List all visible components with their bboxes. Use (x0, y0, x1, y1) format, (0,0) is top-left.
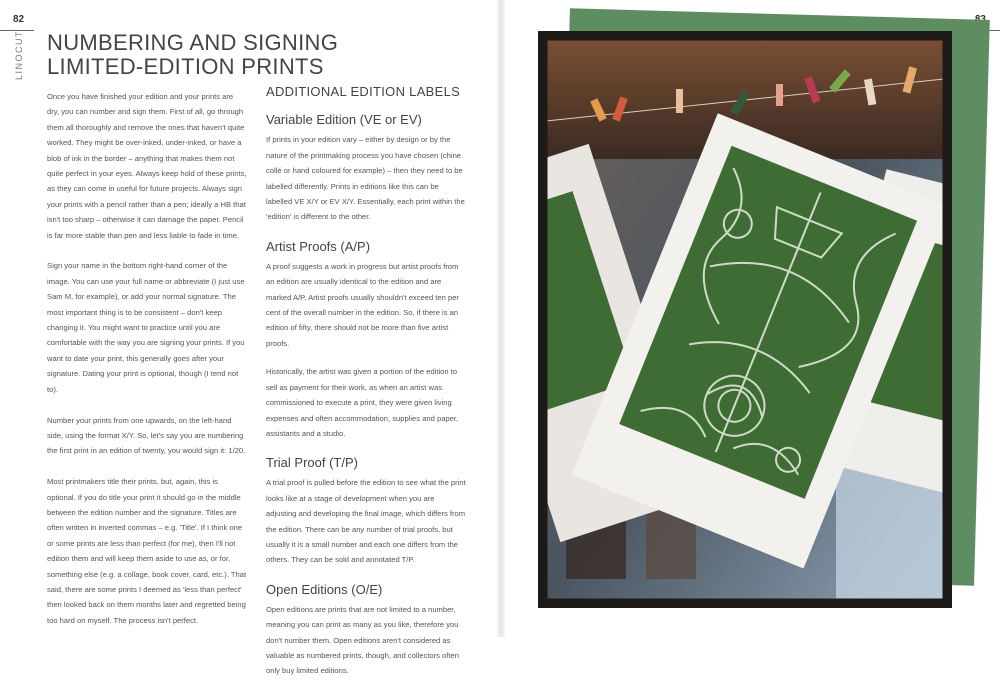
body-paragraph: Historically, the artist was given a portion of the edition to sell as payment for their work, as when an artist was commissioned to execute a print, they were given living expenses and often accommodation, supplies and paper, assistants and a studio. (266, 367, 459, 438)
body-paragraph: A trial proof is pulled before the edition to see what the print looks like at a stage of development when you are adjusting and developing the final image, which differs from the edition. There can be any number of trial proofs, but usually it is a small number and each one differs from the others. They can be sold and annotated T/P. (266, 478, 466, 565)
body-paragraph: Most printmakers title their prints, but, again, this is optional. If you do title your print it should go in the middle between the edition number and the signature. Titles are often written in inverted commas – e.g. 'Title'. If I think one or some prints are less than perfect (for me), then I'll not edition them and will keep them aside to use as, or for, something else (e.g. a collage, book cover, card, etc.). That said, there are some prints I deemed as 'less than perfect' then looked back on them months later and regretted being too hard on myself. The process isn't perfect. (47, 477, 247, 625)
print-drying-photo (538, 31, 952, 608)
title-line-2: LIMITED-EDITION PRINTS (47, 54, 324, 79)
subheading-variable-edition: Variable Edition (VE or EV) (266, 112, 422, 128)
body-paragraph: A proof suggests a work in progress but artist proofs from an edition are usually identical to the edition and are marked A/P. Artist proofs usually shouldn't exceed ten per cent of the overall number in the edition. So, if there is an edition of fifty, there should not be more than five artist proofs. (266, 261, 459, 348)
photo-illustration (546, 39, 944, 600)
body-column-1 (47, 89, 247, 644)
body-column-2 (266, 84, 466, 692)
subheading-artist-proofs: Artist Proofs (A/P) (266, 238, 371, 254)
additional-labels-heading: ADDITIONAL EDITION LABELS (266, 84, 461, 99)
body-paragraph: Once you have finished your edition and your prints are dry, you can number and sign them. First of all, go through them all thoroughly and remove the ones that haven't quite worked. They might be over-inked, under-inked, or have a blob of ink in the border – anything that makes them not quite perfect in your eyes. Always keep hold of these prints, as they can come in useful for future projects. Always sign your prints with a pencil rather than a pen; ideally a HB that isn't too sharp – otherwise it can damage the paper. Pencil is far more stable than pen and less liable to fade in time. (47, 92, 247, 240)
subheading-trial-proof: Trial Proof (T/P) (266, 455, 358, 471)
subheading-open-editions: Open Editions (O/E) (266, 581, 383, 597)
book-gutter (497, 0, 505, 637)
body-paragraph: Sign your name in the bottom right-hand corner of the image. You can use your full name or abbreviate (I just use Sam M, for example), or add your normal signature. The most important thing is to be consistent – don't keep changing it. You might want to practice until you are comfortable with the way you are signing your prints. If you want to date your print, this generally goes after your signature. Dating your print is optional, though (I tend not to). (47, 261, 245, 394)
body-paragraph: Number your prints from one upwards, on the left-hand side, using the format X/Y. So, let's say you are numbering the first print in an edition of twenty, you would sign it: 1/20. (47, 415, 246, 456)
body-paragraph: Open editions are prints that are not limited to a number, meaning you can print as many as you like, therefore you don't number them. Open editions aren't considered as valuable as numbered prints, though, and collectors often only buy limited editions. (266, 604, 459, 676)
section-label-left: LINOCUT (14, 29, 24, 80)
page-title (47, 31, 377, 79)
body-paragraph: If prints in your edition vary – either by design or by the nature of the printmaking process you have chosen (chine collé or hand coloured for example) – then they need to be labelled differently. Prints in editions like this can be labelled VE X/Y or EV X/Y. Essentially, each print within the 'edition' is different to the other. (266, 135, 465, 222)
photo-image (546, 39, 944, 600)
title-line-1: NUMBERING AND SIGNING (47, 30, 339, 55)
page-number-left: 82 (13, 14, 25, 25)
